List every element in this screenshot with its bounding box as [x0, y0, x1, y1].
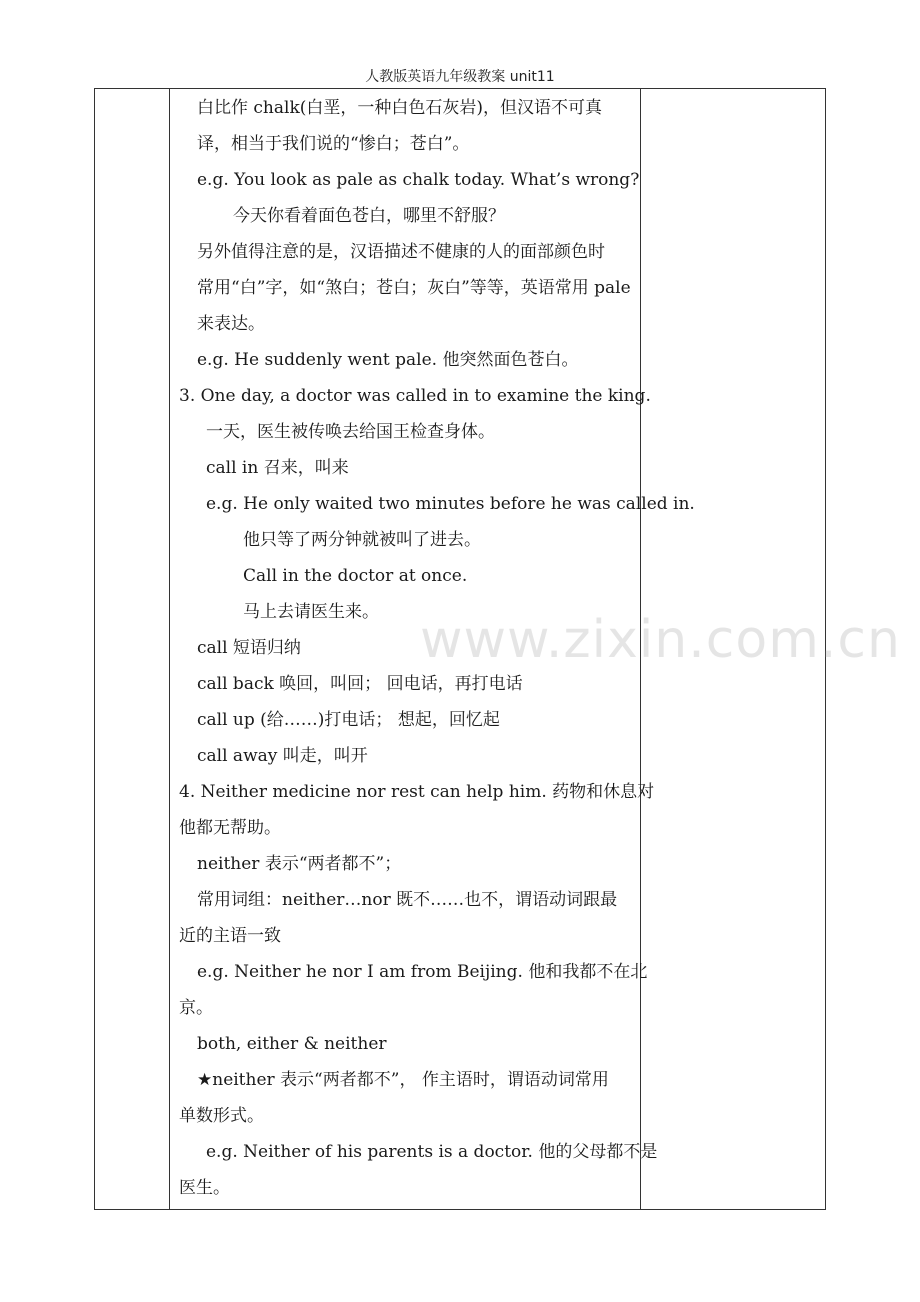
column-divider-left: [169, 89, 170, 1209]
text-line: 医生。: [179, 1178, 230, 1198]
page-header: 人教版英语九年级教案 unit11: [365, 69, 555, 85]
phrase-line: call back 唤回，叫回； 回电话，再打电话: [197, 674, 523, 694]
example-line: e.g. You look as pale as chalk today. What’s wrong?: [197, 170, 640, 190]
section-heading: 4. Neither medicine nor rest can help him. 药物和休息对: [179, 782, 655, 802]
watermark: www.zixin.com.cn: [420, 610, 901, 670]
lesson-table: [94, 88, 826, 1210]
text-line: neither 表示“两者都不”；: [197, 854, 402, 874]
text-line: 另外值得注意的是，汉语描述不健康的人的面部颜色时: [197, 242, 605, 262]
text-line: 白比作 chalk(白垩，一种白色石灰岩)，但汉语不可真: [197, 98, 603, 118]
text-line: 常用词组：neither…nor 既不……也不，谓语动词跟最: [197, 890, 618, 910]
example-line: e.g. He suddenly went pale. 他突然面色苍白。: [197, 350, 579, 370]
text-line: 来表达。: [197, 314, 265, 334]
text-line: ★neither 表示“两者都不”， 作主语时，谓语动词常用: [197, 1070, 609, 1090]
column-divider-right: [640, 89, 641, 1209]
translation-line: 一天，医生被传唤去给国王检查身体。: [206, 422, 495, 442]
translation-line: 今天你看着面色苍白，哪里不舒服？: [233, 206, 505, 226]
example-line: e.g. Neither he nor I am from Beijing. 他和我都不在北: [197, 962, 648, 982]
example-line: e.g. Neither of his parents is a doctor. 他的父母都不是: [206, 1142, 658, 1162]
text-line: 常用“白”字，如“煞白；苍白；灰白”等等，英语常用 pale: [197, 278, 631, 298]
example-line: Call in the doctor at once.: [243, 566, 468, 586]
translation-line: 马上去请医生来。: [243, 602, 379, 622]
text-line: 他都无帮助。: [179, 818, 281, 838]
text-line: 译，相当于我们说的“惨白；苍白”。: [197, 134, 470, 154]
phrase-line: call away 叫走，叫开: [197, 746, 368, 766]
text-line: 京。: [179, 998, 213, 1018]
text-line: 近的主语一致: [179, 926, 281, 946]
text-line: 单数形式。: [179, 1106, 264, 1126]
phrase-line: call up (给……)打电话； 想起，回忆起: [197, 710, 500, 730]
subheading: call 短语归纳: [197, 638, 301, 658]
phrase-line: call in 召来，叫来: [206, 458, 349, 478]
subheading: both, either & neither: [197, 1034, 387, 1054]
example-line: e.g. He only waited two minutes before he was called in.: [206, 494, 695, 514]
translation-line: 他只等了两分钟就被叫了进去。: [243, 530, 481, 550]
section-heading: 3. One day, a doctor was called in to examine the king.: [179, 386, 651, 406]
